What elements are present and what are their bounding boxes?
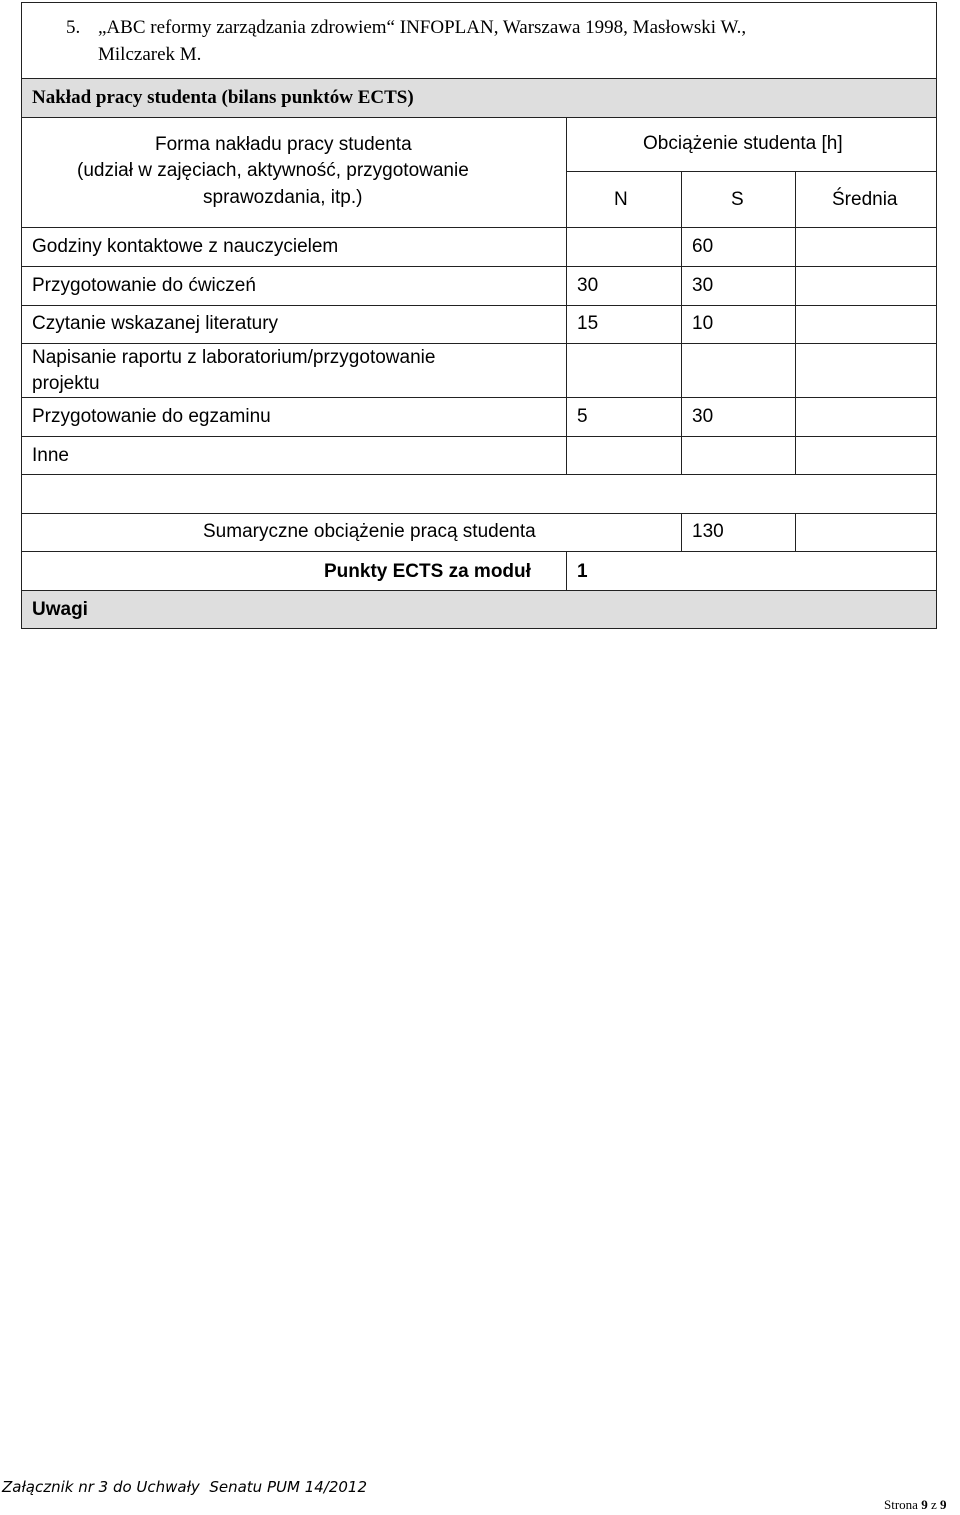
- table-left-border: [21, 78, 22, 629]
- reference-line-2: Milczarek M.: [98, 44, 202, 65]
- summary-divider-value: [681, 513, 682, 551]
- remarks-background: [22, 591, 936, 628]
- row-2-label: Przygotowanie do ćwiczeń: [32, 275, 256, 296]
- page-total: 9: [939, 1497, 947, 1512]
- row-2-top: [21, 266, 937, 267]
- row-3-top: [21, 305, 937, 306]
- reference-right-border: [936, 2, 937, 78]
- workload-title-top-border: [21, 78, 937, 79]
- ects-top: [21, 551, 937, 552]
- footer-page-number: [884, 1497, 946, 1513]
- table-bottom-border: [21, 628, 937, 629]
- page-of: z: [930, 1497, 937, 1512]
- col-avg-header: Średnia: [832, 189, 898, 210]
- summary-top: [21, 513, 937, 514]
- footer-attachment: Załącznik nr 3 do Uchwały Senatu PUM 14/2012: [2, 1478, 368, 1496]
- summary-value: 130: [692, 521, 724, 542]
- row-6-top: [21, 436, 937, 437]
- row-1-top: [21, 227, 937, 228]
- summary-divider-right: [795, 513, 796, 551]
- reference-line-1: „ABC reformy zarządzania zdrowiem“ INFOPLAN, Warszawa 1998, Masłowski W.,: [98, 17, 747, 38]
- workload-title: Nakład pracy studenta (bilans punktów ECTS): [32, 87, 414, 108]
- row-2-n: 30: [577, 275, 599, 296]
- form-header-line-2: (udział w zajęciach, aktywność, przygotowanie: [77, 160, 469, 181]
- page-word: Strona: [884, 1497, 918, 1512]
- row-5-label: Przygotowanie do egzaminu: [32, 406, 271, 427]
- form-header-line-3: sprawozdania, itp.): [203, 187, 363, 208]
- row-4-label-line-1: Napisanie raportu z laboratorium/przygotowanie: [32, 347, 436, 368]
- summary-label: Sumaryczne obciążenie pracą studenta: [203, 521, 536, 542]
- form-header-line-1: Forma nakładu pracy studenta: [155, 134, 412, 155]
- col-divider-ns: [681, 171, 682, 474]
- row-3-s: 10: [692, 313, 714, 334]
- row-3-n: 15: [577, 313, 599, 334]
- col-divider-label: [566, 117, 567, 474]
- row-2-s: 30: [692, 275, 714, 296]
- row-5-top: [21, 397, 937, 398]
- table-right-border: [936, 78, 937, 629]
- table-top-border: [21, 2, 937, 3]
- row-5-s: 30: [692, 406, 714, 427]
- load-header: Obciążenie studenta [h]: [643, 133, 843, 154]
- reference-left-border: [21, 2, 22, 78]
- row-6-label: Inne: [32, 445, 69, 466]
- header-top-border: [21, 117, 937, 118]
- page-current: 9: [921, 1497, 928, 1512]
- col-n-header: N: [614, 189, 628, 210]
- row-3-label: Czytanie wskazanej literatury: [32, 313, 279, 334]
- ects-divider: [566, 551, 567, 590]
- ects-label: Punkty ECTS za moduł: [324, 561, 531, 582]
- load-header-divider: [566, 171, 937, 172]
- row-1-s: 60: [692, 236, 714, 257]
- reference-number: 5.: [66, 17, 81, 38]
- col-divider-savg: [795, 171, 796, 474]
- remarks-label: Uwagi: [32, 599, 88, 620]
- col-s-header: S: [731, 189, 744, 210]
- row-4-label-line-2: projektu: [32, 373, 100, 394]
- ects-value: 1: [577, 561, 588, 582]
- row-5-n: 5: [577, 406, 588, 427]
- row-1-label: Godziny kontaktowe z nauczycielem: [32, 236, 339, 257]
- row-7-top: [21, 474, 937, 475]
- row-4-top: [21, 343, 937, 344]
